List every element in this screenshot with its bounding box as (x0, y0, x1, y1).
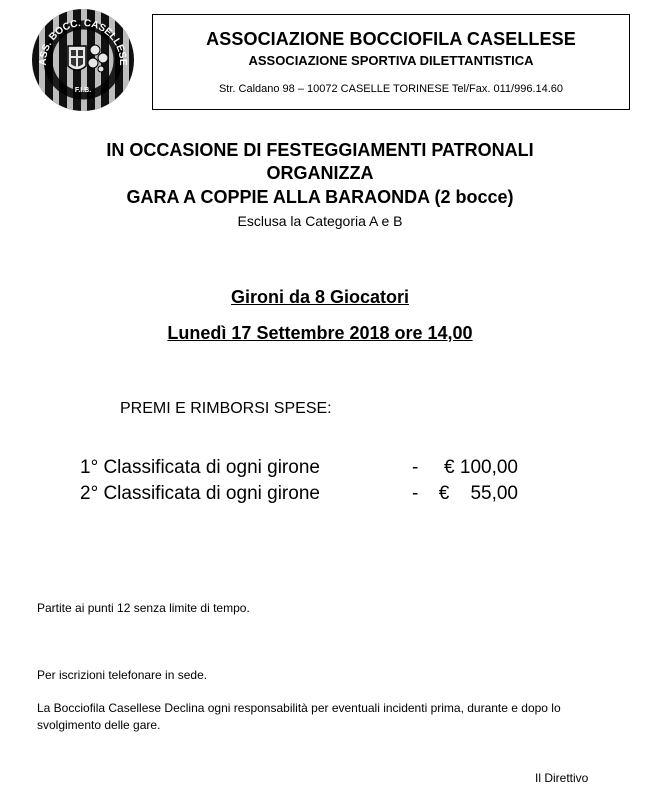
logo-bottom-text: F.I.B. (74, 87, 92, 94)
prizes-heading: PREMI E RIMBORSI SPESE: (120, 400, 332, 417)
registration-note: Per iscrizioni telefonare in sede. (37, 668, 208, 682)
prize-amount (432, 457, 518, 479)
association-address: Str. Caldano 98 – 10072 CASELLE TORINESE Tel/Fax. 011/996.14.60 (218, 83, 564, 95)
prize-amount (432, 483, 518, 505)
header-box (152, 14, 630, 110)
prize-dash: - (412, 457, 419, 478)
prize-row (80, 457, 540, 481)
signature: Il Direttivo (535, 771, 589, 785)
currency-symbol: € (438, 483, 450, 504)
prize-value: 55,00 (470, 483, 518, 504)
intro-line-exclusion: Esclusa la Categoria A e B (237, 213, 403, 229)
prize-value: 100,00 (459, 457, 518, 478)
rules-note: Partite ai punti 12 senza limite di tempo. (37, 601, 250, 615)
prize-dash: - (412, 483, 419, 504)
event-datetime: Lunedì 17 Settembre 2018 ore 14,00 (167, 323, 473, 343)
intro-line-occasion: IN OCCASIONE DI FESTEGGIAMENTI PATRONALI (106, 140, 534, 160)
intro-line-competition: GARA A COPPIE ALLA BARAONDA (2 bocce) (126, 187, 514, 207)
prize-label: 1° Classificata di ogni girone (80, 457, 320, 478)
disclaimer-note: La Bocciofila Casellese Declina ogni responsabilità per eventuali incidenti prima, durante e dopo lo svolgimento delle gare. (37, 701, 561, 732)
club-logo (31, 8, 135, 112)
logo-top-text: ASS. BOCC. CASELLESE (37, 17, 129, 66)
groups-info: Gironi da 8 Giocatori (230, 287, 410, 307)
association-title: ASSOCIAZIONE BOCCIOFILA CASELLESE (206, 29, 576, 49)
association-subtitle: ASSOCIAZIONE SPORTIVA DILETTANTISTICA (248, 53, 534, 68)
prize-row (80, 483, 540, 507)
intro-line-organizza: ORGANIZZA (266, 163, 374, 183)
currency-symbol: € (444, 457, 455, 478)
prize-label: 2° Classificata di ogni girone (80, 483, 320, 504)
shield-icon (68, 46, 86, 70)
